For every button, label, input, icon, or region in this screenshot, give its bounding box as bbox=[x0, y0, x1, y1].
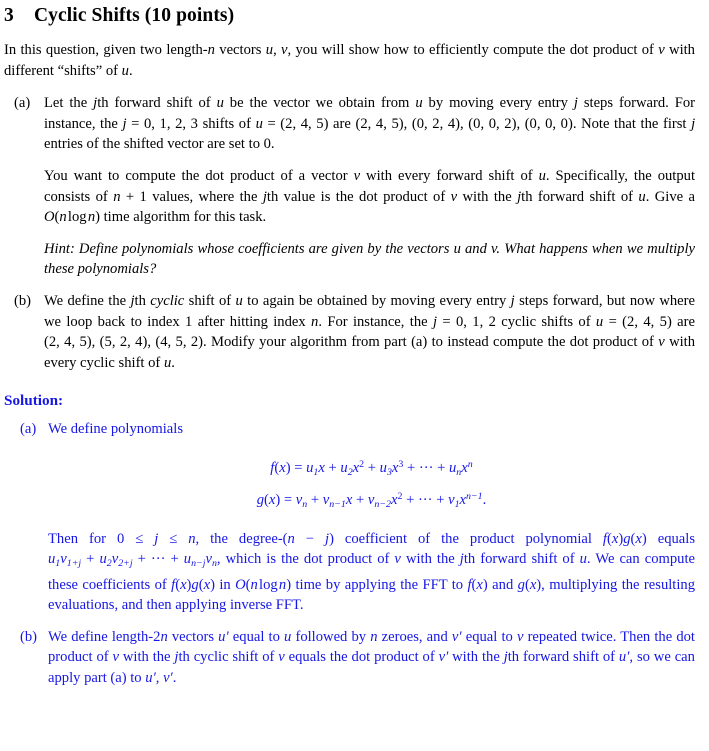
problem-a-paragraph-1: Let the jth forward shift of u be the vector we obtain from u by moving every entry j steps forward. For instance, the j = 0, 1, 2, 3 shifts of u = (2, 4, 5) are (2, 4, 5), (0, 2, 4), (0, 0, 2), (0, 0, 0). Note that the first j entries of the shifted vector are set to 0. bbox=[44, 95, 696, 153]
problem-a-hint: Hint: Define polynomials whose coefficients are given by the vectors u and v. What happens when we multiply these polynomials? bbox=[44, 240, 696, 278]
problem-item-b-label: (b) bbox=[14, 292, 32, 309]
problem-item-b bbox=[0, 291, 695, 373]
problem-list bbox=[0, 93, 695, 373]
solution-item-b bbox=[0, 627, 695, 689]
intro-paragraph: In this question, given two length-n vectors u, v, you will show how to efficiently compute the dot product of v with different “shifts” of u. bbox=[4, 42, 695, 79]
problem-item-a-label: (a) bbox=[14, 95, 31, 112]
solution-item-b-label: (b) bbox=[20, 628, 38, 645]
solution-heading: Solution: bbox=[4, 392, 64, 410]
solution-b-body: We define length-2n vectors u′ equal to u followed by n zeroes, and v′ equal to v repeated twice. Then the dot product of v with the jth cyclic shift of v equals the dot product of v′ with the jth forward shift of u′, so we can apply part (a) to u′, v′. bbox=[48, 628, 695, 687]
solution-a-body: Then for 0 ≤ j ≤ n, the degree-(n − j) coefficient of the product polynomial f(x)g(x) equals $u_1v_{1+j} + u_2v_{2+j}$ + ··· + $u_{n-j}v_n$, which is the dot product of v with the jth forward shift of u. We can compute these coefficients of f(x)g(x) in O(n log n) time by applying the FFT to f(x) and g(x), multiplying the resulting evaluations, and then applying inverse FFT. bbox=[48, 530, 696, 614]
page-title bbox=[4, 5, 709, 27]
section-title-text: Cyclic Shifts (10 points) bbox=[34, 5, 235, 26]
equation-f: $f(x) = u_1x + u_2x^2 + u_3x^3$ + ··· + $u_nx^n$ bbox=[270, 458, 473, 478]
solution-a-equations bbox=[48, 453, 695, 517]
solution-item-a bbox=[0, 419, 695, 616]
problem-b-paragraph-1: We define the jth cyclic shift of u to again be obtained by moving every entry j steps forward, but now where we loop back to index 1 after hitting index n. For instance, the j = 0, 1, 2 cyclic shifts of u = (2, 4, 5) are (2, 4, 5), (5, 2, 4), (4, 5, 2). Modify your algorithm from part (a) to instead compute the dot product of v with every cyclic shift of u. bbox=[44, 292, 696, 371]
solution-list bbox=[0, 419, 695, 688]
section-number: 3 bbox=[4, 5, 14, 26]
problem-a-paragraph-2: You want to compute the dot product of a vector v with every forward shift of u. Specifically, the output consists of n + 1 values, where the jth value is the dot product of v with the jth forward shift of u. Give a O(n log n) time algorithm for this task. bbox=[44, 167, 695, 226]
problem-item-a bbox=[0, 93, 695, 280]
document-page bbox=[0, 5, 709, 751]
solution-a-lead: We define polynomials bbox=[48, 421, 183, 438]
equation-g: $g(x) = v_n + v_{n-1}x + v_{n-2}x^2$ + ··· + $v_1x^{n-1}$. bbox=[256, 490, 487, 510]
solution-item-a-label: (a) bbox=[20, 421, 37, 438]
